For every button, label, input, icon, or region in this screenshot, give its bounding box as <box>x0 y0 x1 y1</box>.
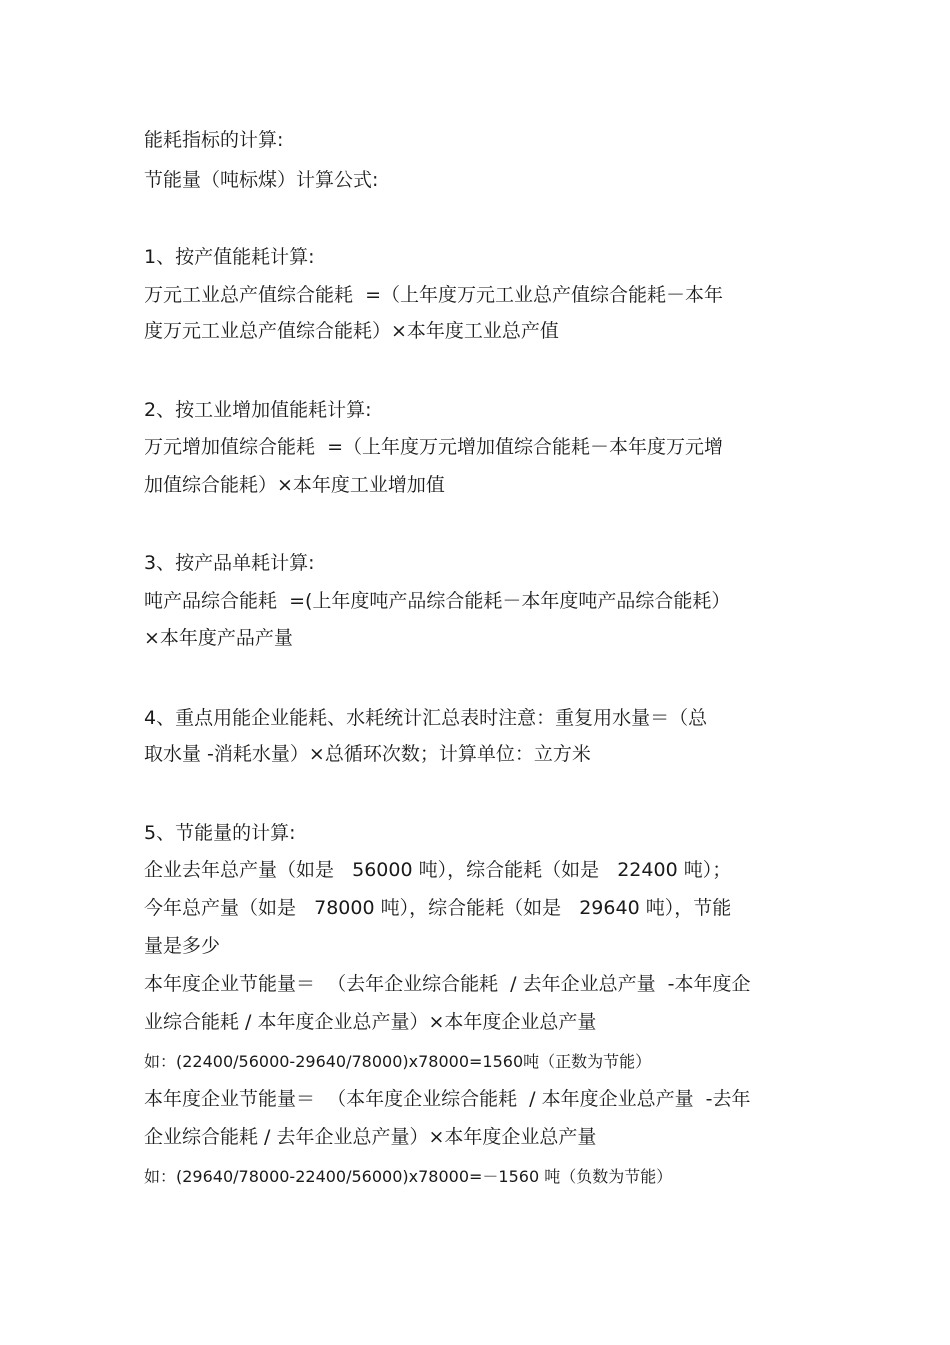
section-3-line-1: 吨产品综合能耗 =(上年度吨产品综合能耗－本年度吨产品综合能耗） <box>144 590 731 612</box>
document-subtitle: 节能量（吨标煤）计算公式: <box>144 169 379 191</box>
section-5-example-1: 如：(22400/56000-29640/78000)x78000=1560吨（正数为节能） <box>144 1052 652 1071</box>
section-5-line-1: 企业去年总产量（如是 56000 吨），综合能耗（如是 22400 吨）； <box>144 859 732 881</box>
section-5-heading: 5、节能量的计算: <box>144 822 296 844</box>
section-3-line-2: ×本年度产品产量 <box>144 627 293 649</box>
section-5-example-2: 如：(29640/78000-22400/56000)x78000=－1560 吨（负数为节能） <box>144 1167 673 1186</box>
section-2-line-2: 加值综合能耗）×本年度工业增加值 <box>144 474 445 496</box>
section-5-line-4: 本年度企业节能量＝ （去年企业综合能耗 / 去年企业总产量 -本年度企 <box>144 973 751 995</box>
section-2-heading: 2、按工业增加值能耗计算: <box>144 399 372 421</box>
section-5-line-2: 今年总产量（如是 78000 吨），综合能耗（如是 29640 吨），节能 <box>144 897 732 919</box>
section-5-line-5: 业综合能耗 / 本年度企业总产量）×本年度企业总产量 <box>144 1011 597 1033</box>
section-5-line-8: 企业综合能耗 / 去年企业总产量）×本年度企业总产量 <box>144 1126 597 1148</box>
section-1-line-1: 万元工业总产值综合能耗 =（上年度万元工业总产值综合能耗－本年 <box>144 284 724 306</box>
section-1-line-2: 度万元工业总产值综合能耗）×本年度工业总产值 <box>144 320 559 342</box>
section-5-line-3: 量是多少 <box>144 935 221 957</box>
section-4-line-1: 取水量 -消耗水量）×总循环次数；计算单位：立方米 <box>144 743 591 765</box>
document-title: 能耗指标的计算: <box>144 129 284 151</box>
section-2-line-1: 万元增加值综合能耗 =（上年度万元增加值综合能耗－本年度万元增 <box>144 436 724 458</box>
section-3-heading: 3、按产品单耗计算: <box>144 552 315 574</box>
section-1-heading: 1、按产值能耗计算: <box>144 246 315 268</box>
section-5-line-7: 本年度企业节能量＝ （本年度企业综合能耗 / 本年度企业总产量 -去年 <box>144 1088 751 1110</box>
section-4-heading: 4、重点用能企业能耗、水耗统计汇总表时注意：重复用水量＝（总 <box>144 707 708 729</box>
